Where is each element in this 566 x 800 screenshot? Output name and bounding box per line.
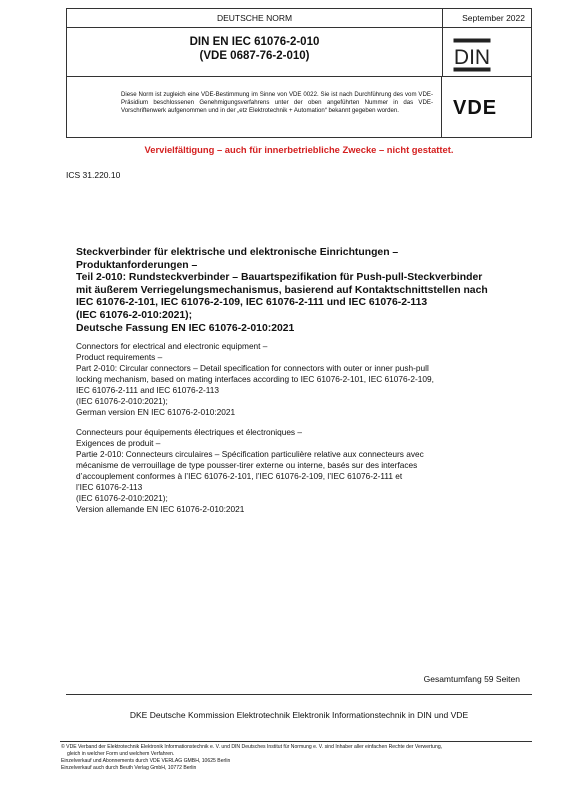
title-en-line: Product requirements – <box>76 352 163 362</box>
footer-line: gleich in welcher Form und welchem Verfahren. <box>67 751 175 757</box>
footer-line: Einzelverkauf und Abonnements durch VDE VERLAG GMBH, 10625 Berlin <box>61 758 231 764</box>
footer-line: © VDE Verband der Elektrotechnik Elektronik Informationstechnik e. V. und DIN Deutsches Institut für Normung e. V. sind Inhaber aller einfachen Rechte der Verwertung, <box>61 744 443 750</box>
vde-number: (VDE 0687-76-2-010) <box>199 50 310 62</box>
title-de-line: Produktanforderungen – <box>76 259 198 271</box>
title-en-line: IEC 61076-2-111 and IEC 61076-2-113 <box>76 385 219 395</box>
standard-number: DIN EN IEC 61076-2-010 <box>189 36 320 48</box>
divider <box>60 741 532 742</box>
title-fr-line: Partie 2-010: Connecteurs circulaires – Spécification particulière relative aux connecteurs avec <box>76 449 424 459</box>
copyright-footer <box>61 744 533 772</box>
title-de-line: Teil 2-010: Rundsteckverbinder – Bauartspezifikation für Push-pull-Steckverbinder <box>76 272 483 284</box>
title-de-line: mit äußerem Verriegelungsmechanismus, basierend auf Kontaktschnittstellen nach <box>76 284 488 296</box>
title-en-line: Connectors for electrical and electronic equipment – <box>76 341 268 351</box>
publication-date: September 2022 <box>462 13 525 23</box>
title-de-line: (IEC 61076-2-010:2021); <box>76 309 193 321</box>
vde-logo-icon: VDE <box>453 97 498 119</box>
dke-line: DKE Deutsche Kommission Elektrotechnik Elektronik Informationstechnik in DIN und VDE <box>129 710 469 720</box>
header-top-row <box>67 9 531 28</box>
header-grid <box>66 8 532 138</box>
norm-label: DEUTSCHE NORM <box>67 9 443 27</box>
title-fr-line: Exigences de produit – <box>76 438 161 448</box>
title-fr-line: d’accouplement conformes à l’IEC 61076-2-101, l’IEC 61076-2-109, l’IEC 61076-2-111 et <box>76 471 403 481</box>
title-de-line: Deutsche Fassung EN IEC 61076-2-010:2021 <box>76 322 295 334</box>
divider <box>66 694 532 695</box>
title-fr-line: Version allemande EN IEC 61076-2-010:2021 <box>76 504 245 514</box>
title-fr-line: Connecteurs pour équipements électriques et électroniques – <box>76 427 302 437</box>
title-en-line: (IEC 61076-2-010:2021); <box>76 396 168 406</box>
title-french <box>76 427 526 515</box>
copy-warning: Vervielfältigung – auch für innerbetriebliche Zwecke – nicht gestattet. <box>144 144 454 155</box>
title-de-line: IEC 61076-2-101, IEC 61076-2-109, IEC 61076-2-111 und IEC 61076-2-113 <box>76 297 428 309</box>
title-en-line: Part 2-010: Circular connectors – Detail specification for connectors with outer or inner push-pull <box>76 363 429 373</box>
footer-line: Einzelverkauf auch durch Beuth Verlag GmbH, 10772 Berlin <box>61 765 197 771</box>
title-de-line: Steckverbinder für elektrische und elektronische Einrichtungen – <box>76 247 399 258</box>
title-german <box>76 247 526 335</box>
ics-code: ICS 31.220.10 <box>66 170 121 180</box>
title-en-line: German version EN IEC 61076-2-010:2021 <box>76 407 236 417</box>
title-english <box>76 341 526 418</box>
title-en-line: locking mechanism, based on mating interfaces according to IEC 61076-2-101, IEC 61076-2-109, <box>76 374 434 384</box>
total-pages: Gesamtumfang 59 Seiten <box>423 674 520 684</box>
standard-identifier <box>67 28 443 76</box>
title-fr-line: mécanisme de verrouillage de type pousser-tirer externe ou interne, basés sur des interfaces <box>76 460 418 470</box>
din-logo-icon <box>453 38 491 72</box>
title-fr-line: (IEC 61076-2-010:2021); <box>76 493 168 503</box>
vde-note: Diese Norm ist zugleich eine VDE-Bestimmung im Sinne von VDE 0022. Sie ist nach Durchführung des vom VDE-Präsidium beschlossenen Genehmigungsverfahrens unter der oben angeführten Nummer in das VDE-Vorschriftenwerk aufgenommen und in der „etz Elektrotechnik + Automation“ bekannt gegeben worden. <box>67 77 442 137</box>
title-fr-line: l’IEC 61076-2-113 <box>76 482 143 492</box>
din-logo-text: DIN <box>453 46 491 69</box>
